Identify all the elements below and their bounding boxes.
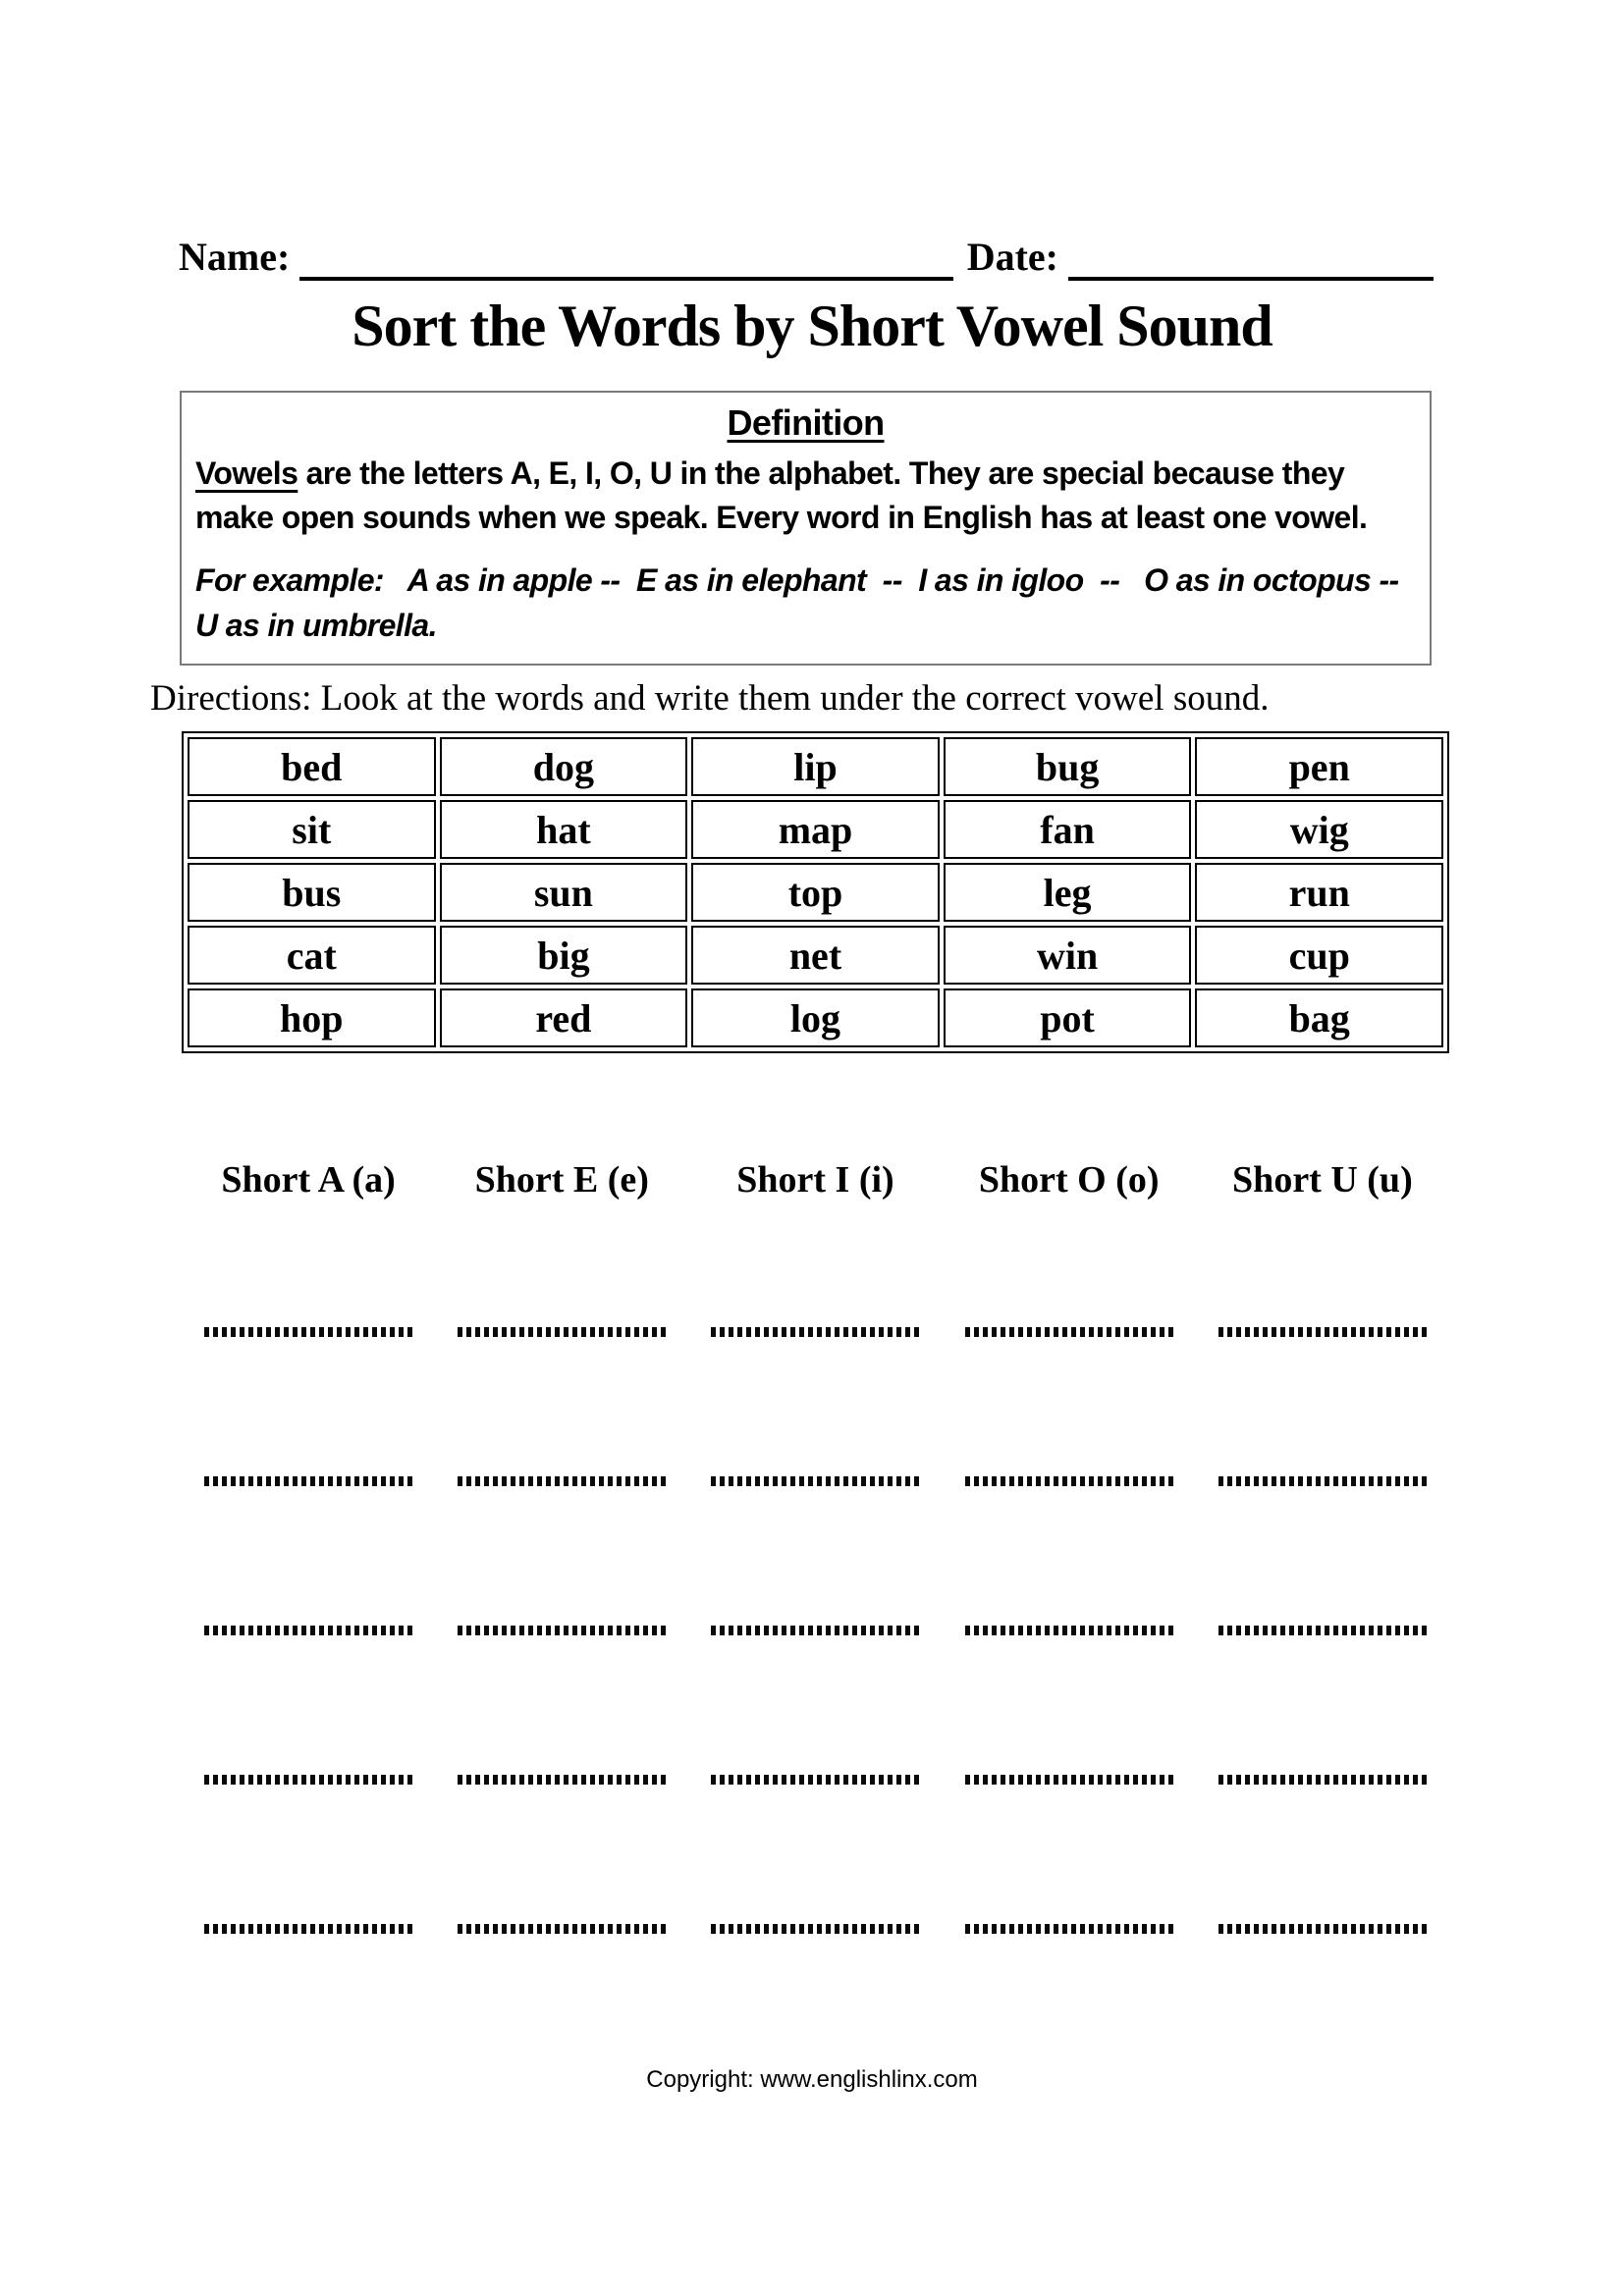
word-bank <box>182 731 1449 1053</box>
definition-body-text: are the letters A, E, I, O, U in the alphabet. They are special because they make open sounds when we speak. Every word in English has at least one vowel. <box>195 455 1368 535</box>
answer-line <box>1218 1775 1427 1785</box>
definition-term: Vowels <box>195 455 298 491</box>
answer-row <box>182 1626 1449 1635</box>
word-cell: leg <box>944 863 1192 922</box>
answer-line <box>204 1924 412 1934</box>
answer-line <box>204 1327 412 1337</box>
word-cell: bed <box>188 737 436 796</box>
sort-header-short-i: Short I (i) <box>736 1159 894 1201</box>
word-cell: pen <box>1195 737 1443 796</box>
definition-box <box>180 391 1432 666</box>
sort-header-short-a: Short A (a) <box>221 1159 396 1201</box>
sort-header-short-e: Short E (e) <box>474 1159 649 1201</box>
name-blank-line <box>299 232 952 281</box>
answer-line <box>965 1775 1173 1785</box>
sort-header-short-u: Short U (u) <box>1232 1159 1413 1201</box>
word-cell: run <box>1195 863 1443 922</box>
answer-line <box>204 1476 412 1486</box>
word-cell: pot <box>944 988 1192 1047</box>
word-cell: fan <box>944 800 1192 859</box>
word-bank-row <box>188 988 1443 1047</box>
answer-line <box>1218 1924 1427 1934</box>
date-blank-line <box>1068 232 1434 281</box>
word-cell: lip <box>691 737 940 796</box>
word-cell: bus <box>188 863 436 922</box>
answer-line <box>711 1327 919 1337</box>
answer-line <box>711 1775 919 1785</box>
answer-line <box>965 1327 1173 1337</box>
answer-line <box>1218 1476 1427 1486</box>
page-title: Sort the Words by Short Vowel Sound <box>352 294 1272 358</box>
answer-row <box>182 1476 1449 1486</box>
word-cell: cup <box>1195 926 1443 985</box>
word-cell: map <box>691 800 940 859</box>
answer-line <box>711 1476 919 1486</box>
answer-section <box>182 1156 1449 1961</box>
answer-line <box>965 1476 1173 1486</box>
answer-line <box>711 1626 919 1635</box>
date-label: Date: <box>966 235 1058 279</box>
answer-line <box>1218 1327 1427 1337</box>
definition-example: For example: A as in apple -- E as in elephant -- I as in igloo -- O as in octopus -- U as in umbrella. <box>195 562 1407 643</box>
word-cell: bug <box>944 737 1192 796</box>
word-cell: dog <box>440 737 688 796</box>
answer-line <box>458 1775 666 1785</box>
word-bank-table <box>182 731 1449 1053</box>
word-cell: hop <box>188 988 436 1047</box>
word-bank-row <box>188 926 1443 985</box>
word-cell: wig <box>1195 800 1443 859</box>
word-bank-row <box>188 863 1443 922</box>
word-bank-row <box>188 800 1443 859</box>
answer-line <box>204 1626 412 1635</box>
answer-line <box>965 1626 1173 1635</box>
word-bank-row <box>188 737 1443 796</box>
answer-row <box>182 1775 1449 1785</box>
word-cell: win <box>944 926 1192 985</box>
word-cell: bag <box>1195 988 1443 1047</box>
sort-column-headers <box>182 1156 1449 1203</box>
word-cell: sit <box>188 800 436 859</box>
answer-line <box>458 1476 666 1486</box>
word-cell: sun <box>440 863 688 922</box>
answer-line <box>458 1626 666 1635</box>
definition-body <box>195 452 1416 540</box>
word-cell: big <box>440 926 688 985</box>
answer-line <box>1218 1626 1427 1635</box>
word-cell: top <box>691 863 940 922</box>
word-cell: net <box>691 926 940 985</box>
word-cell: red <box>440 988 688 1047</box>
name-label: Name: <box>179 235 291 279</box>
directions-text: Directions: Look at the words and write them under the correct vowel sound. <box>150 678 1270 719</box>
answer-line <box>458 1327 666 1337</box>
answer-line <box>965 1924 1173 1934</box>
copyright-text: Copyright: www.englishlinx.com <box>646 2066 978 2093</box>
answer-line <box>204 1775 412 1785</box>
answer-line <box>711 1924 919 1934</box>
name-date-row <box>179 230 1434 285</box>
answer-line <box>458 1924 666 1934</box>
answer-row <box>182 1327 1449 1337</box>
word-cell: hat <box>440 800 688 859</box>
sort-header-short-o: Short O (o) <box>978 1159 1160 1201</box>
word-cell: log <box>691 988 940 1047</box>
word-cell: cat <box>188 926 436 985</box>
answer-row <box>182 1924 1449 1934</box>
definition-heading: Definition <box>727 402 885 443</box>
